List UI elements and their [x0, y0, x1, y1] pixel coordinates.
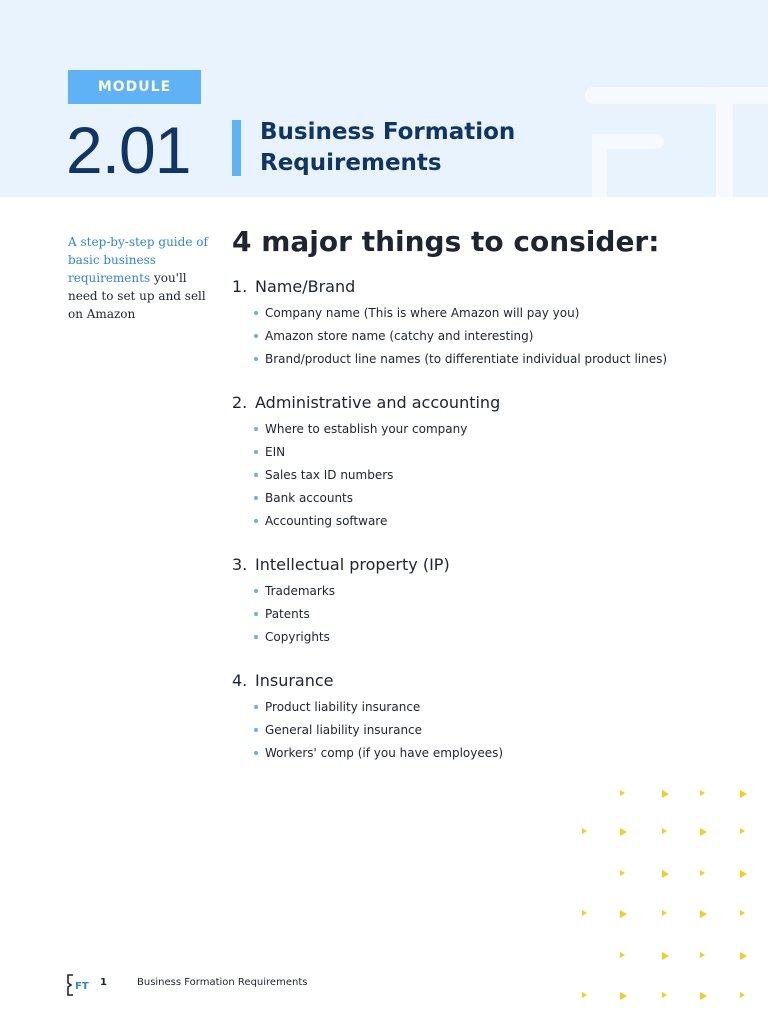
play-arrow-icon	[700, 952, 705, 958]
bullet-item: EIN	[254, 443, 500, 461]
module-title: Business Formation Requirements	[260, 119, 516, 176]
play-arrow-icon	[700, 790, 705, 796]
play-arrow-icon	[662, 790, 669, 798]
section-title: Insurance	[255, 671, 334, 690]
play-arrow-icon	[662, 952, 669, 960]
play-arrow-icon	[740, 790, 747, 798]
play-arrow-icon	[620, 952, 625, 958]
play-arrow-icon	[740, 992, 745, 998]
title-accent-bar	[232, 120, 241, 176]
bullet-item: Accounting software	[254, 512, 500, 530]
main-heading: 4 major things to consider:	[232, 225, 660, 258]
intro-rest: you'll need to set up and sell on Amazon	[68, 271, 206, 321]
play-arrow-icon	[662, 828, 667, 834]
play-arrow-icon	[662, 992, 667, 998]
play-arrow-icon	[740, 870, 747, 878]
consider-section	[232, 392, 500, 535]
bullet-item: Product liability insurance	[254, 698, 503, 716]
play-arrow-icon	[740, 828, 745, 834]
play-arrow-icon	[700, 992, 707, 1000]
section-number: 4.	[232, 671, 248, 690]
bullet-item: Brand/product line names (to differentiate individual product lines)	[254, 350, 667, 368]
module-badge: MODULE	[68, 70, 201, 104]
bullet-item: Where to establish your company	[254, 420, 500, 438]
bullet-item: Workers' comp (if you have employees)	[254, 744, 503, 762]
section-number: 3.	[232, 555, 248, 574]
footer-logo-text: FT	[75, 981, 89, 992]
bullet-item: Patents	[254, 605, 450, 623]
bullet-list	[232, 304, 667, 368]
section-heading	[232, 554, 450, 576]
header-decor-shape	[716, 87, 733, 197]
section-heading	[232, 670, 503, 692]
ft-logo-icon	[66, 973, 90, 997]
section-heading	[232, 276, 667, 298]
play-arrow-icon	[582, 828, 587, 834]
bullet-item: General liability insurance	[254, 721, 503, 739]
consider-section	[232, 554, 450, 651]
bullet-item: Amazon store name (catchy and interesting)	[254, 327, 667, 345]
intro-text	[68, 233, 208, 323]
play-arrow-icon	[700, 828, 707, 836]
bullet-item: Company name (This is where Amazon will pay you)	[254, 304, 667, 322]
bullet-item: Trademarks	[254, 582, 450, 600]
header-band	[0, 0, 768, 197]
header-decor-shape	[592, 134, 607, 197]
play-arrow-icon	[700, 910, 707, 918]
bullet-list	[232, 698, 503, 762]
page-number: 1	[100, 977, 107, 988]
footer-title: Business Formation Requirements	[137, 977, 308, 988]
play-arrow-icon	[582, 992, 587, 998]
intro-highlight: A step-by-step guide of basic business requirements	[68, 235, 208, 285]
play-arrow-icon	[582, 910, 587, 916]
section-number: 1.	[232, 277, 248, 296]
play-arrow-icon	[740, 910, 745, 916]
play-arrow-icon	[700, 870, 705, 876]
consider-section	[232, 276, 667, 373]
play-arrow-icon	[620, 790, 625, 796]
header-decor-shape	[585, 87, 768, 104]
bullet-list	[232, 420, 500, 530]
module-number: 2.01	[66, 113, 191, 187]
section-number: 2.	[232, 393, 248, 412]
decorative-arrow-pattern	[570, 780, 760, 1010]
section-title: Administrative and accounting	[255, 393, 501, 412]
play-arrow-icon	[662, 870, 669, 878]
section-heading	[232, 392, 500, 414]
play-arrow-icon	[620, 910, 627, 918]
bullet-item: Bank accounts	[254, 489, 500, 507]
bullet-item: Sales tax ID numbers	[254, 466, 500, 484]
section-title: Intellectual property (IP)	[255, 555, 450, 574]
consider-section	[232, 670, 503, 767]
play-arrow-icon	[620, 870, 625, 876]
bullet-item: Copyrights	[254, 628, 450, 646]
play-arrow-icon	[740, 952, 747, 960]
play-arrow-icon	[662, 910, 667, 916]
bullet-list	[232, 582, 450, 646]
section-title: Name/Brand	[255, 277, 356, 296]
play-arrow-icon	[620, 828, 627, 836]
play-arrow-icon	[620, 992, 627, 1000]
